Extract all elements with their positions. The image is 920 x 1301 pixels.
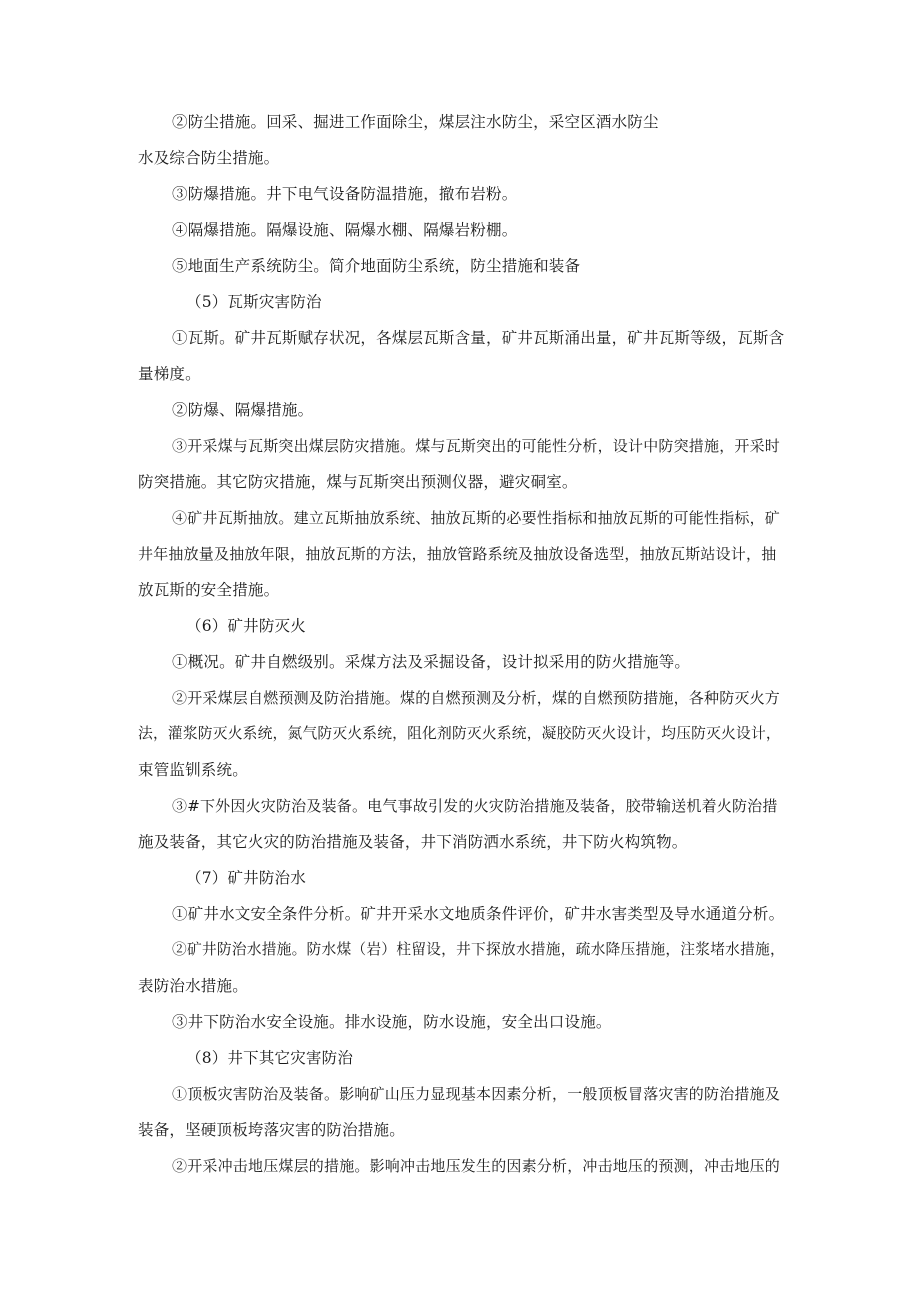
- paragraph-line: ②矿井防治水措施。防水煤（岩）柱留设，井下探放水措施，疏水降压措施，注浆堵水措施，: [172, 941, 785, 958]
- paragraph-line: 法，灌浆防灭火系统，氮气防灭火系统，阻化剂防灭火系统，凝胶防灭火设计，均压防灭火设计，: [138, 725, 781, 742]
- paragraph-line: ①概况。矿井自燃级别。采煤方法及采掘设备，设计拟采用的防火措施等。: [172, 653, 691, 671]
- section-heading: （7）矿井防治水: [186, 869, 306, 887]
- section-heading: （5）瓦斯灾害防治: [186, 293, 322, 311]
- paragraph-line: ②开采煤层自燃预测及防治措施。煤的自燃预测及分析，煤的自燃预防措施，各种防灭火方: [172, 689, 781, 707]
- paragraph-line: ②防尘措施。回采、掘进工作面除尘，煤层注水防尘，采空区酒水防尘: [172, 113, 659, 131]
- paragraph-line: 防突措施。其它防灾措施，煤与瓦斯突出预测仪器，避灾硐室。: [138, 473, 578, 491]
- paragraph-line: ②防爆、隔爆措施。: [172, 401, 314, 419]
- paragraph-line: 水及综合防尘措施。: [138, 149, 280, 167]
- paragraph-line: ①顶板灾害防治及装备。影响矿山压力显现基本因素分析，一般顶板冒落灾害的防治措施及: [172, 1085, 781, 1103]
- paragraph-line: 放瓦斯的安全措施。: [138, 581, 280, 599]
- paragraph-line: 装备，坚硬顶板垮落灾害的防治措施。: [138, 1121, 405, 1139]
- section-heading: （8）井下其它灾害防治: [186, 1049, 354, 1067]
- paragraph-line: 量梯度。: [138, 365, 201, 383]
- paragraph-line: ①矿井水文安全条件分析。矿井开采水文地质条件评价，矿井水害类型及导水通道分析。: [172, 905, 785, 923]
- paragraph-line: 束管监钏系统。: [138, 761, 248, 779]
- paragraph-line: ②开采冲击地压煤层的措施。影响冲击地压发生的因素分析，冲击地压的预测，冲击地压的: [172, 1157, 781, 1175]
- paragraph-line: ③开采煤与瓦斯突出煤层防灾措施。煤与瓦斯突出的可能性分析，设计中防突措施，开采时: [172, 437, 781, 455]
- paragraph-line: 表防治水措施。: [138, 977, 248, 995]
- paragraph-line: 井年抽放量及抽放年限，抽放瓦斯的方法，抽放管路系统及抽放设备选型，抽放瓦斯站设计，抽: [138, 545, 777, 563]
- paragraph-line: ④矿井瓦斯抽放。建立瓦斯抽放系统、抽放瓦斯的必要性指标和抽放瓦斯的可能性指标，矿: [172, 509, 781, 527]
- paragraph-line: ④隔爆措施。隔爆设施、隔爆水棚、隔爆岩粉棚。: [172, 221, 518, 239]
- paragraph-line: ①瓦斯。矿井瓦斯赋存状况，各煤层瓦斯含量，矿井瓦斯涌出量，矿井瓦斯等级，瓦斯含: [172, 329, 785, 347]
- paragraph-line: ③#下外因火灾防治及装备。电气事故引发的火灾防治措施及装备，胶带输送机着火防治措: [172, 797, 778, 815]
- paragraph-line: 施及装备，其它火灾的防治措施及装备，井下消防洒水系统，井下防火构筑物。: [138, 833, 688, 851]
- paragraph-line: ③防爆措施。井下电气设备防温措施，撤布岩粉。: [172, 185, 518, 203]
- paragraph-line: ③井下防治水安全设施。排水设施，防水设施，安全出口设施。: [172, 1013, 612, 1031]
- section-heading: （6）矿井防灭火: [186, 617, 306, 635]
- paragraph-line: ⑤地面生产系统防尘。简介地面防尘系统，防尘措施和装备: [172, 257, 581, 275]
